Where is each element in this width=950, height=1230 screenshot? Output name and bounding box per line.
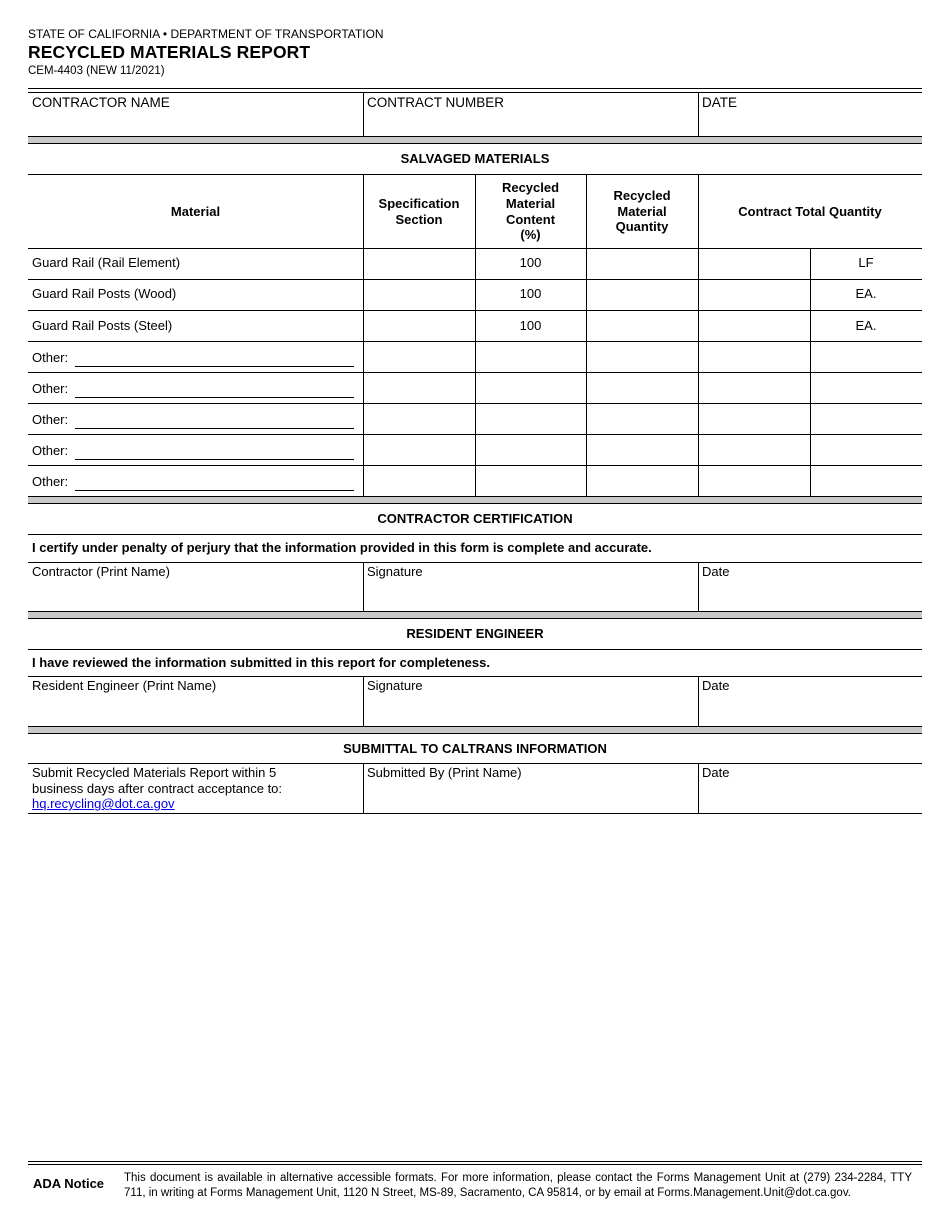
material-cell: Guard Rail Posts (Wood) [32, 286, 177, 301]
contractor-date-label: Date [702, 564, 730, 579]
other-material-field[interactable] [75, 459, 354, 460]
other-material-field[interactable] [75, 366, 354, 367]
quantity-column-header: Recycled Material Quantity [613, 188, 671, 235]
ada-notice-label: ADA Notice [33, 1176, 105, 1191]
engineer-date-label: Date [702, 678, 730, 693]
engineer-statement: I have reviewed the information submitted in this report for completeness. [32, 655, 490, 670]
contractor-name-label: CONTRACTOR NAME [32, 95, 170, 110]
other-material-field[interactable] [75, 490, 354, 491]
content-column-header: Recycled Material Content (%) [501, 180, 560, 243]
section-divider [28, 726, 922, 734]
date-label: DATE [702, 95, 738, 110]
engineer-signature-label: Signature [367, 678, 423, 693]
contract-total-column-header: Contract Total Quantity [738, 203, 882, 219]
engineer-signature-field[interactable] [364, 696, 697, 725]
submittal-heading: SUBMITTAL TO CALTRANS INFORMATION [343, 741, 607, 756]
date-field[interactable] [699, 112, 921, 135]
content-cell: 100 [519, 318, 542, 333]
material-cell: Guard Rail Posts (Steel) [32, 318, 173, 333]
submitted-by-field[interactable] [364, 783, 697, 812]
contractor-print-name-label: Contractor (Print Name) [32, 564, 170, 579]
other-label: Other: [32, 412, 69, 427]
other-material-field[interactable] [75, 428, 354, 429]
material-column-header: Material [170, 203, 221, 219]
resident-engineer-heading: RESIDENT ENGINEER [406, 626, 544, 641]
section-divider [28, 136, 922, 144]
other-material-field[interactable] [75, 397, 354, 398]
unit-cell: EA. [855, 318, 877, 333]
material-cell: Guard Rail (Rail Element) [32, 255, 181, 270]
section-divider [28, 496, 922, 504]
form-number: CEM-4403 (NEW 11/2021) [28, 65, 165, 77]
contractor-signature-label: Signature [367, 564, 423, 579]
content-cell: 100 [519, 255, 542, 270]
contractor-certification-heading: CONTRACTOR CERTIFICATION [377, 511, 573, 526]
content-cell: 100 [519, 286, 542, 301]
top-rule-inner [28, 92, 922, 93]
footer-rule [28, 1161, 922, 1162]
submittal-date-field[interactable] [699, 783, 921, 812]
top-rule [28, 88, 922, 89]
contract-number-field[interactable] [364, 112, 697, 135]
certification-statement: I certify under penalty of perjury that the information provided in this form is complete and accurate. [32, 540, 652, 555]
contract-number-label: CONTRACT NUMBER [367, 95, 505, 110]
contractor-date-field[interactable] [699, 582, 921, 610]
recycling-email-link[interactable]: hq.recycling@dot.ca.gov [32, 796, 175, 811]
submitted-by-label: Submitted By (Print Name) [367, 765, 522, 780]
ada-notice-text: This document is available in alternative accessible formats. For more information, please contact the Forms Management Unit at (279) 234-2284, TTY 711, in writing at Forms Management Unit, 1120 N Street, MS-89, Sacramento, CA 95814, or by email at Forms.Management.Unit@dot.ca.gov. [124, 1172, 912, 1199]
contractor-signature-field[interactable] [364, 582, 697, 610]
other-label: Other: [32, 443, 69, 458]
contractor-print-name-field[interactable] [29, 582, 362, 610]
footer-rule-inner [28, 1164, 922, 1165]
engineer-date-field[interactable] [699, 696, 921, 725]
spec-section-column-header: Specification Section [378, 195, 460, 227]
salvaged-materials-heading: SALVAGED MATERIALS [400, 151, 550, 166]
other-label: Other: [32, 381, 69, 396]
engineer-print-name-field[interactable] [29, 696, 362, 725]
engineer-print-name-label: Resident Engineer (Print Name) [32, 678, 217, 693]
contractor-name-field[interactable] [29, 112, 362, 135]
submittal-instruction: Submit Recycled Materials Report within 5 business days after contract acceptance to: hq.recycling@dot.ca.gov [32, 765, 283, 811]
other-label: Other: [32, 350, 69, 365]
other-label: Other: [32, 474, 69, 489]
unit-cell: LF [858, 255, 874, 270]
unit-cell: EA. [855, 286, 877, 301]
section-divider [28, 611, 922, 619]
form-title: RECYCLED MATERIALS REPORT [28, 42, 311, 62]
submittal-date-label: Date [702, 765, 730, 780]
agency-name: STATE OF CALIFORNIA • DEPARTMENT OF TRANSPORTATION [28, 27, 384, 41]
